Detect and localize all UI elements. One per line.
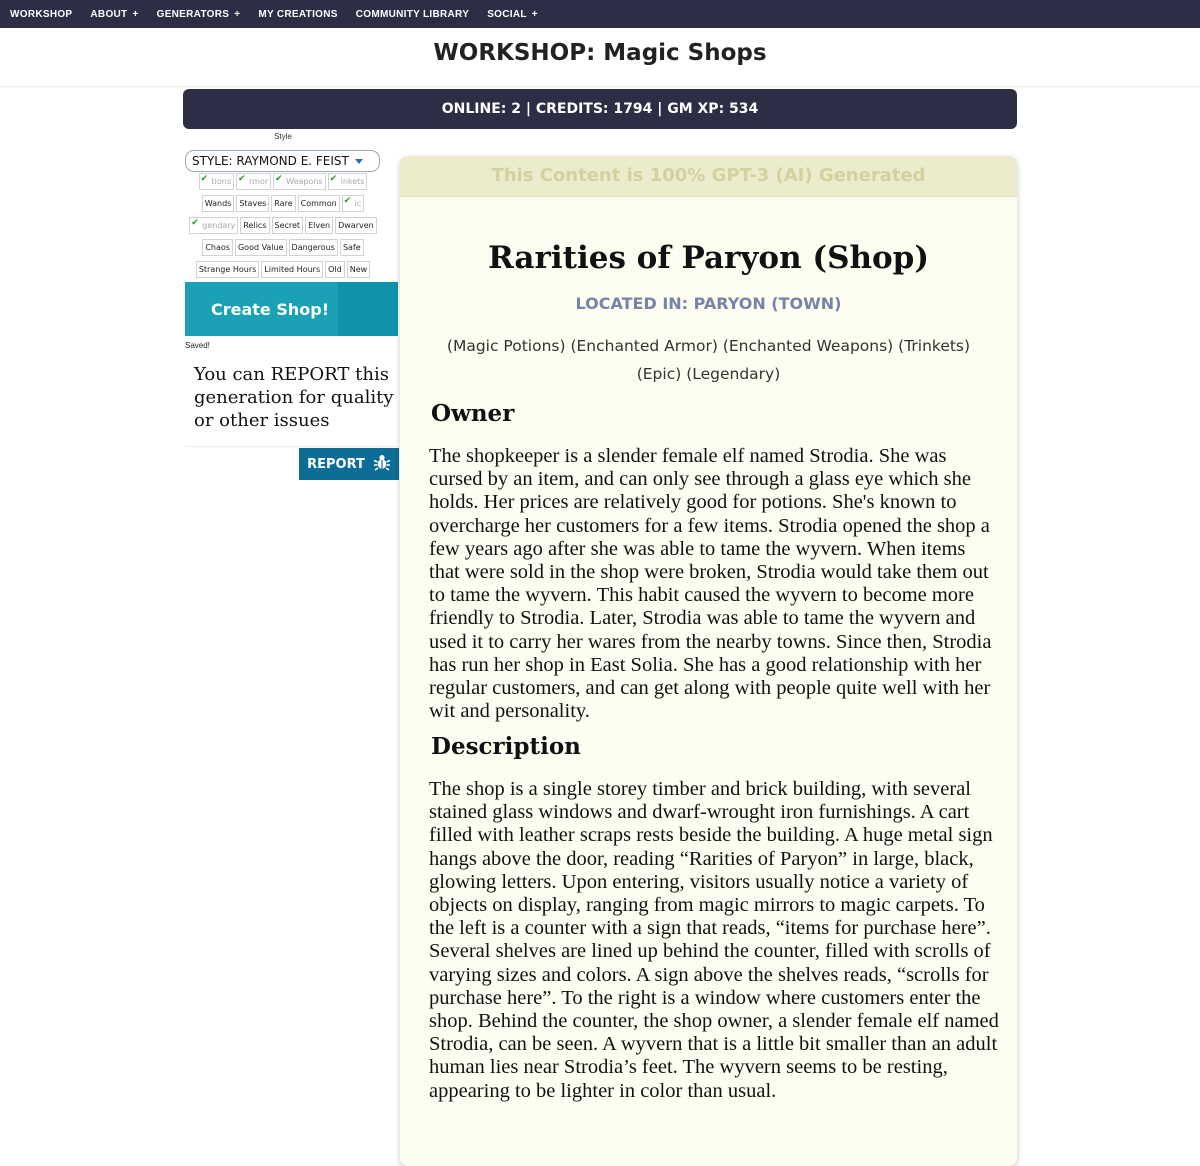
- shop-categories: (Magic Potions) (Enchanted Armor) (Enchanted Weapons) (Trinkets) (Epic) (Legendary): [446, 337, 971, 383]
- tag-label: gendary: [202, 221, 236, 230]
- tag-label: Old: [328, 265, 342, 274]
- tag-good-value[interactable]: [235, 239, 287, 256]
- nav-item-about[interactable]: [81, 9, 147, 20]
- divider: [0, 86, 1200, 87]
- located-in: LOCATED IN: PARYON (TOWN): [575, 294, 842, 313]
- tag-staves[interactable]: [236, 195, 269, 212]
- style-select-value: STYLE: RAYMOND E. FEIST: [192, 154, 349, 168]
- nav-item-label: ABOUT: [90, 8, 128, 20]
- nav-item-my-creations[interactable]: [249, 9, 346, 20]
- button-shade: [338, 282, 398, 336]
- tag-label: Elven: [308, 221, 331, 230]
- checkmark-icon: ✔: [275, 174, 283, 184]
- tag-label: Wands: [204, 199, 232, 208]
- tag-label: ic: [354, 199, 362, 208]
- tag-label: Safe: [342, 243, 361, 252]
- tag-new[interactable]: [347, 261, 370, 278]
- nav-item-label: WORKSHOP: [10, 8, 73, 20]
- top-nav: [0, 0, 1200, 28]
- saved-status: Saved!: [185, 341, 210, 350]
- tag-label: Dwarven: [338, 221, 374, 230]
- checkmark-icon: ✔: [343, 196, 352, 206]
- caret-down-icon: [355, 159, 363, 164]
- nav-item-label: COMMUNITY LIBRARY: [355, 8, 470, 20]
- tag-label: Common: [300, 199, 337, 208]
- tag-label: New: [349, 265, 368, 274]
- tag-elven[interactable]: [305, 217, 333, 234]
- checkmark-icon: ✔: [329, 174, 338, 184]
- nav-item-social[interactable]: [478, 9, 547, 20]
- tag-label: Weapons: [286, 177, 323, 186]
- tag-label: Strange Hours: [198, 265, 257, 274]
- bug-icon: [373, 453, 391, 475]
- owner-heading: Owner: [431, 400, 515, 427]
- tag-potions[interactable]: [199, 173, 235, 190]
- create-shop-label: Create Shop!: [211, 299, 330, 319]
- report-button-label: REPORT: [307, 456, 365, 472]
- plus-icon: +: [531, 8, 538, 20]
- tag-label: Secret: [274, 221, 301, 230]
- nav-item-label: SOCIAL: [487, 8, 527, 20]
- tag-armor[interactable]: [236, 173, 271, 190]
- tag-legendary[interactable]: [189, 217, 238, 234]
- plus-icon: +: [132, 8, 139, 20]
- plus-icon: +: [234, 8, 241, 20]
- tag-epic[interactable]: [342, 195, 365, 212]
- tag-label: Limited Hours: [264, 265, 321, 274]
- tag-trinkets[interactable]: [328, 173, 368, 190]
- page-title: WORKSHOP: Magic Shops: [433, 40, 767, 66]
- checkmark-icon: ✔: [200, 174, 209, 184]
- tag-label: Rare: [274, 199, 293, 208]
- tag-label: rmor: [249, 177, 269, 186]
- checkmark-icon: ✔: [191, 218, 199, 228]
- tag-relics[interactable]: [240, 217, 269, 234]
- tag-label: inkets: [340, 177, 365, 186]
- tag-filters: [185, 173, 381, 278]
- report-info-text: You can REPORT this generation for quality or other issues: [194, 364, 394, 431]
- create-shop-button[interactable]: [185, 282, 398, 336]
- tag-label: Good Value: [237, 243, 284, 252]
- description-heading: Description: [431, 733, 581, 760]
- tag-label: Dangerous: [291, 243, 335, 252]
- checkmark-icon: ✔: [238, 174, 246, 184]
- owner-text: The shopkeeper is a slender female elf named Strodia. She was cursed by an item, and can only see through a glass eye which she holds. Her prices are relatively good for potions. She's known to overcharge her customers for a few items. Strodia opened the shop a few years ago after she was able to tame the wyvern. When items that were sold in the shop were broken, Strodia would take them out to tame the wyvern. This habit caused the wyvern to become more friendly to Strodia. Later, Strodia was able to tame the wyvern and used it to carry her wares from the nearby towns. Since then, Strodia has run her shop in East Solia. She has a good relationship with her regular customers, and can get along with people quite well with her wit and personality.: [429, 445, 992, 723]
- nav-item-workshop[interactable]: [0, 9, 81, 20]
- tag-chaos[interactable]: [202, 239, 233, 256]
- tag-dwarven[interactable]: [335, 217, 377, 234]
- tag-old[interactable]: [325, 261, 345, 278]
- tag-secret[interactable]: [272, 217, 304, 234]
- style-select[interactable]: [185, 150, 380, 172]
- tag-label: Chaos: [205, 243, 230, 252]
- shop-name: Rarities of Paryon (Shop): [487, 240, 930, 276]
- tag-label: Relics: [243, 221, 267, 230]
- nav-item-community-library[interactable]: [347, 9, 478, 20]
- ai-generated-banner: This Content is 100% GPT-3 (AI) Generated: [400, 156, 1017, 197]
- tag-common[interactable]: [298, 195, 340, 212]
- report-button[interactable]: [299, 448, 399, 480]
- tag-weapons[interactable]: [273, 173, 325, 190]
- nav-item-generators[interactable]: [148, 9, 250, 20]
- tag-label: tions: [211, 177, 231, 186]
- tag-strange-hours[interactable]: [196, 261, 259, 278]
- tag-safe[interactable]: [340, 239, 364, 256]
- status-bar: ONLINE: 2 | CREDITS: 1794 | GM XP: 534: [183, 89, 1017, 129]
- tag-rare[interactable]: [271, 195, 295, 212]
- nav-item-label: GENERATORS: [156, 8, 230, 20]
- tag-wands[interactable]: [202, 195, 235, 212]
- nav-item-label: MY CREATIONS: [258, 8, 338, 20]
- tag-dangerous[interactable]: [289, 239, 338, 256]
- divider: [185, 446, 398, 447]
- content-card: [400, 156, 1017, 1166]
- description-text: The shop is a single storey timber and brick building, with several stained glass windows and dwarf-wrought iron furnishings. A cart filled with leather scraps rests beside the building. A huge metal sign hangs above the door, reading “Rarities of Paryon” in large, black, glowing letters. Upon entering, visitors usually notice a variety of objects on display, ranging from magic mirrors to magic carpets. To the left is a counter with a sign that reads, “items for purchase here”. Several shelves are lined up behind the counter, filled with scrolls of varying sizes and colors. A sign above the shelves reads, “scrolls for purchase here”. To the right is a window where customers enter the shop. Behind the counter, the shop owner, a slender female elf named Strodia, can be seen. A wyvern that is a little bit smaller than an adult human lies near Strodia’s feet. The wyvern seems to be resting, appearing to be lighter in color than usual.: [429, 778, 999, 1102]
- style-label: Style: [274, 132, 292, 141]
- tag-label: Staves: [239, 199, 267, 208]
- tag-limited-hours[interactable]: [261, 261, 323, 278]
